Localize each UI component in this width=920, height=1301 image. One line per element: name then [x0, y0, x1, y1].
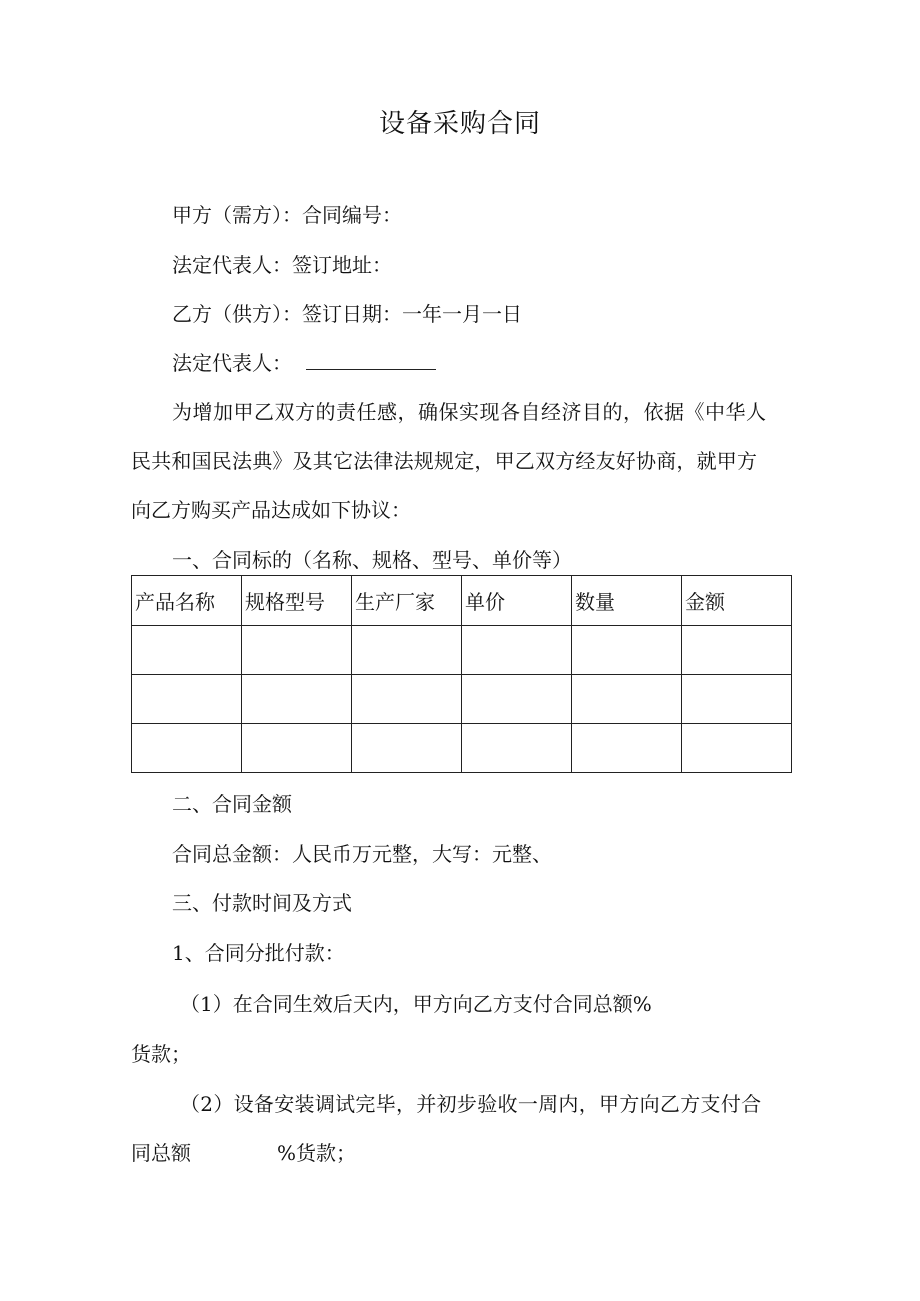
table-row: [132, 724, 792, 773]
section-3-heading: 三、付款时间及方式: [172, 891, 352, 915]
section-2-heading: 二、合同金额: [172, 792, 292, 816]
table-cell: [352, 724, 462, 773]
preamble-line-3: 向乙方购买产品达成如下协议：: [131, 498, 411, 522]
representative-b-line: [172, 349, 436, 377]
table-cell: [682, 675, 792, 724]
table-cell: [572, 675, 682, 724]
document-title: 设备采购合同: [378, 109, 541, 139]
col-amount: 金额: [682, 576, 792, 626]
table-cell: [242, 626, 352, 675]
col-spec-model: 规格型号: [242, 576, 352, 626]
representative-b-label: 法定代表人：: [172, 351, 292, 375]
table-cell: [572, 724, 682, 773]
col-manufacturer: 生产厂家: [352, 576, 462, 626]
table-cell: [572, 626, 682, 675]
signature-blank: [306, 349, 436, 370]
table-cell: [132, 675, 242, 724]
table-cell: [352, 626, 462, 675]
table-cell: [462, 724, 572, 773]
party-a-line: 甲方（需方）：合同编号：: [172, 203, 402, 227]
payment-sub-2-line-1: （2）设备安装调试完毕，并初步验收一周内，甲方向乙方支付合: [180, 1092, 762, 1116]
payment-sub-2-text-b: %货款；: [277, 1141, 357, 1165]
payment-sub-2-text-a: 同总额: [131, 1141, 191, 1165]
table-cell: [242, 675, 352, 724]
col-unit-price: 单价: [462, 576, 572, 626]
table-cell: [132, 626, 242, 675]
preamble-line-1: 为增加甲乙双方的责任感，确保实现各自经济目的，依据《中华人: [172, 400, 767, 424]
table-cell: [682, 724, 792, 773]
payment-sub-1-line-1: （1）在合同生效后天内，甲方向乙方支付合同总额%: [180, 992, 652, 1016]
section-1-heading: 一、合同标的（名称、规格、型号、单价等）: [172, 548, 572, 572]
table-cell: [132, 724, 242, 773]
table-cell: [242, 724, 352, 773]
table-cell: [682, 626, 792, 675]
representative-a-line: 法定代表人：签订地址：: [172, 253, 392, 277]
table-cell: [462, 675, 572, 724]
contract-total-line: 合同总金额：人民币万元整，大写：元整、: [172, 842, 552, 866]
payment-sub-2-line-2: [131, 1139, 356, 1167]
table-cell: [462, 626, 572, 675]
table-header-row: [132, 576, 792, 626]
preamble-line-2: 民共和国民法典》及其它法律法规规定，甲乙双方经友好协商，就甲方: [131, 449, 758, 473]
party-b-line: 乙方（供方）：签订日期：一年一月一日: [172, 302, 522, 326]
table-row: [132, 626, 792, 675]
col-product-name: 产品名称: [132, 576, 242, 626]
col-quantity: 数量: [572, 576, 682, 626]
table-row: [132, 675, 792, 724]
contract-items-table: [131, 575, 792, 773]
table-cell: [352, 675, 462, 724]
payment-sub-1-line-2: 货款；: [131, 1042, 191, 1066]
payment-item-1: 1、合同分批付款：: [172, 941, 345, 965]
